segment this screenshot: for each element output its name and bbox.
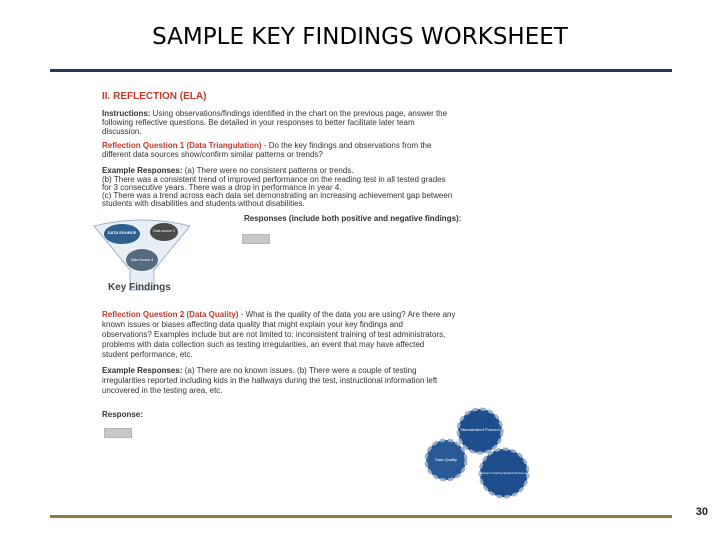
reflection-question-2-line: problems with data collection such as testing irregularities, an event that may have affected: [102, 340, 425, 349]
q2-example-line: irregularities reported including kids in the hallways during the test, instructional information left: [102, 376, 438, 385]
q2-response-box[interactable]: [104, 428, 132, 438]
funnel-middle-label: Data Source 3: [130, 258, 154, 262]
reflection-question-2: Reflection Question 2 (Data Quality) - What is the quality of the data you are using? Are there any: [102, 310, 456, 319]
reflection-question-1-line: different data sources show/confirm similar patterns or trends?: [102, 150, 323, 159]
q2-example-line: uncovered in the testing area, etc.: [102, 386, 223, 395]
slide-title: SAMPLE KEY FINDINGS WORKSHEET: [152, 24, 568, 50]
gears-diagram: [418, 405, 548, 500]
funnel-top-left-label: DATA SOURCE: [107, 230, 137, 235]
q1-example-line: (b) There was a consistent trend of improved performance on the reading test in all tested grades: [102, 175, 446, 184]
page-number: 30: [695, 506, 708, 518]
q1-response-box[interactable]: [242, 234, 270, 244]
reflection-question-2-line: known issues or biases affecting data quality that might explain your key findings and: [102, 320, 403, 329]
gear-left-label: Data Quality: [434, 457, 458, 462]
reflection-question-2-line: observations? Examples include but are not limited to: inconsistent training of test administrators,: [102, 330, 446, 339]
q1-example-line: students with disabilities and students without disabilities.: [102, 199, 305, 208]
footer-divider: [50, 515, 672, 518]
title-divider: [50, 69, 672, 72]
gear-top-label: Standardized Protocol: [460, 427, 500, 432]
q2-example: Example Responses: (a) There are no known issues. (b) There were a couple of testing: [102, 366, 417, 375]
section-heading: II. REFLECTION (ELA): [102, 91, 207, 102]
instructions-line: following reflective questions. Be detailed in your responses to better facilitate later team: [102, 118, 415, 127]
q1-example-line: (c) There was a trend across each data set demonstrating an increasing achievement gap between: [102, 191, 453, 200]
reflection-question-1: Reflection Question 1 (Data Triangulation) - Do the key findings and observations from the: [102, 141, 432, 150]
q1-example: Example Responses: (a) There were no consistent patterns or trends.: [102, 166, 354, 175]
funnel-top-right-label: Data source 2: [153, 229, 175, 233]
q1-responses-label: Responses (include both positive and negative findings):: [244, 214, 462, 223]
response-label: Response:: [102, 410, 143, 419]
instructions: Instructions: Using observations/findings identified in the chart on the previous page, answer the: [102, 109, 448, 118]
gear-right-label: Consistent Training Student Performance: [476, 471, 532, 475]
q1-example-line: for 3 consecutive years. There was a drop in performance in year 4.: [102, 183, 342, 192]
instructions-line: discussion.: [102, 127, 142, 136]
reflection-question-2-line: student performance, etc.: [102, 350, 193, 359]
key-findings-label: Key Findings: [108, 282, 171, 293]
